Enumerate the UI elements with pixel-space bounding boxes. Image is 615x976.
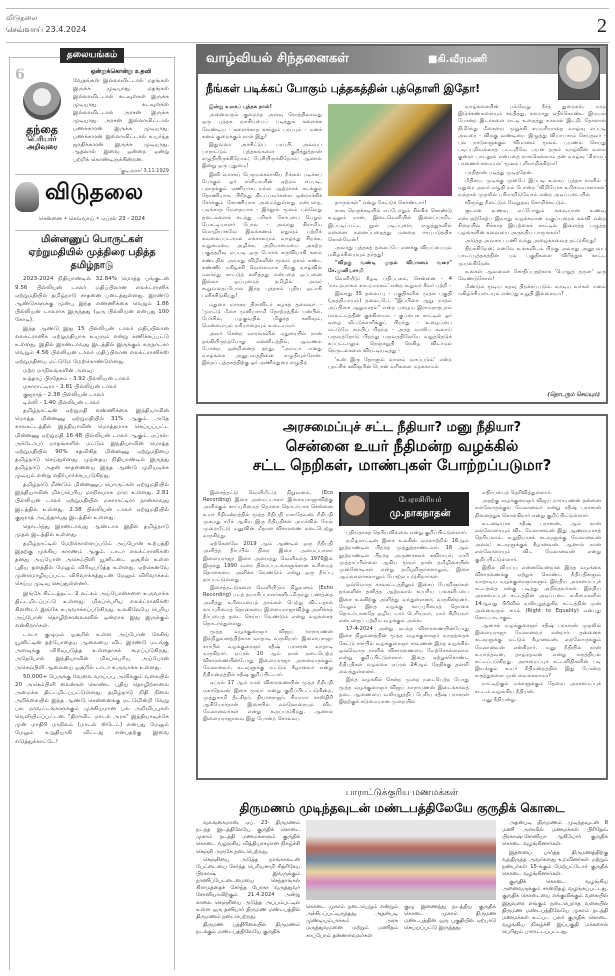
court-article-body: [203, 490, 601, 774]
paragraph: ஆனால் வழக்குரைஞர் சதீஷ் பராசரன் முதலில் இளையராஜா மேலானவர் என்றார். தன்னைக் கடவுளுக்கு மட்டும் கீழானவன், எல்லோருக்கும் மேலானவன் என்கிறார். மனு நீதியில் நான் உயர்ந்தவன், தாழ்ந்தவன் என்று கருத்தியல் கட்டப்படுகிறது. அரசமைப்புச் சட்டவிதிகளின் படி இயங்கும் உயர் நீதிமன்றத்தில் இது போன்ற கருத்துகளை முன் வைக்கலாமா?: [475, 623, 601, 680]
court-text-3: [475, 490, 601, 774]
paragraph: இவரது 35 தலைப்பு - பகுதிகளில் முதல் பகுதி (அத்தியாயம்) தலைப்பே, "இப்பிசை ஆறு மாதம் அப்பிசை ஆறுமாதம்" என்ற பழைய இராமநாதபுரம் மாவட்டத்தின் குக்கிராமம் - குப்பைக் காட்டில் ஓர் ஏழை வீட்டுக்காரிக்குப் பிறந்து - உழைப்பை மட்டுமே நம்பிப் பிறந்த - அந்த வாலிப கூலாய் பருவத்தோடு பிறந்து பருவத்திலேயே வறுத்தெடுக் கப்பட்டாலும் நெஞ்சுறுதி நெகிழ விடாமல் நெருடல்களை விரட்டியடித்து -: [328, 291, 452, 355]
issue-date: செவ்வாய் 23.4.2024: [6, 25, 87, 34]
paragraph: 17-4-2024 அன்று நடந்த விசாரணையின்போது இசை நிறுவனத்தின் மூத்த வழக்குரைஞர் வாதத்தைக் கேட்டு சார்பில் வழக்குரைஞர் சரவணன் இந்த வழக்கில் ஒவ்வொரு நாளில் விசாரணையை மேற்கொள்ளலாம் என்று குறிப்பிட்டுள்ளார். இதை ஏற்றுக்கொண்ட நீதிபதிகள் வழக்கை ஏப்ரல் 24ஆம் தேதிக்கு தள்ளி வைத்துள்ளனர்.: [339, 626, 469, 676]
headline-line3: சட்ட நெறிகள், மாண்புகள் போற்றப்படுமா?: [252, 456, 552, 475]
article-headline: திருமணம் முடிந்தவுடன் மண்டபத்திலேயே குருதிக் கொடை: [239, 800, 565, 815]
paragraph: இதுவரை அச்சிட்டுப் பரப்பி, அவ்வப் பாராட்டும் புத்தகங்களை குறித்துத்தான் எழுதியிருக்கிறோம்; பேசியிருக்கிறோம்; ஆனால் இன்று ஒரு புதுமை!: [202, 141, 322, 170]
paragraph: இன்று உலகப் புத்தக நாள்!: [209, 104, 273, 110]
masthead: [15, 180, 169, 228]
masthead-figure-icon: [15, 182, 39, 212]
paragraph: மீதியை முடிக்கு முன்பே இப்படி உலகப் புத்தக நாளில் - மதுரை அவர் எழுதி நம் போன்ற 'விறிபோக உரிமையாளர்கள்' வந்தால் முதலில் பரிமாறிடுவோம் என்ற அடிப்படையில்: [458, 177, 606, 199]
decorative-six-icon: 6: [15, 67, 25, 83]
book-release-photo: [328, 104, 452, 196]
periyar-name-line3: அறிவுரை: [26, 142, 58, 151]
paragraph: மனு நீதியன்று.: [482, 696, 517, 703]
quote-source: 'குடிஅரசு' 3.11.1929: [119, 168, 169, 175]
periyar-caption: [15, 124, 69, 151]
headline-line2: சென்னை உயர் நீதிமன்ற வழக்கில்: [285, 436, 519, 455]
paragraph: ஒவ்வொரு காலகட்டத்திலும் இசைப் பேரறிஞர்கள் தங்களின் தனித்த ஆற்றலால் உயரிய பங்களிப்பை இசை உலகிற்கு அளித்து வந்துள்ளனர்; வருகின்றனர். மேலும் இந்த வழக்கு காப்புரிமைத் தொகை தொடர்பானதே ஒழிய யார் பெரியவர், யார் சிறியவர் என்பதைப் பற்றிய வழக்கும் அல்ல.: [339, 582, 469, 625]
book-title: "விறகு வண்டி முதல் விமானம் வரை" சே.முனியசாமி: [328, 260, 452, 274]
periyar-figure: [15, 68, 69, 168]
donation-text-1: [196, 820, 300, 974]
paragraph: தமிழ்நாட்டில் மேற்கொள்ளப்படும் அய்போன் உற்பத்தி இதற்கு முக்கிய காரணம் ஆகும். டாடா எலக்ட்ரானிக்ஸ் தனது அய்போன் அசெம்பிளி யூனிட்டை ஓசூரில் உள்ள புதிய தளத்தில் மேலும் விரிவுபடுத்த உள்ளது. ஏற்கெனவே முன்மொழியப்பட்ட விரிவாக்கத்துடன் மேலும் விரிவாக்கம் செய்ய முடிவு செய்துள்ளனர்.: [15, 540, 169, 588]
donation-text-4: [502, 820, 608, 974]
paragraph: தாருங்கள்" என்று கேட்டுக் கொண்டார்!: [335, 200, 427, 206]
author-title: பேராசிரியர்: [398, 495, 442, 504]
state-item: டில்லி - 1.40 பில்லியன் டாலர்: [23, 400, 100, 407]
quote-text: வேதங்கள் இல்லாவிட்டால் மதங்கள் இருக்க முடியாது. மதங்கள் இல்லாவிட்டால் கடவுள்கள் இருக்க முடியாது. கடவுள்கள் இல்லாவிட்டால் அரசன் இருக்க முடியாது. அரசன் இல்லாவிட்டால் பணக்காரன் இருக்க முடியாது. பணக்காரன் இல்லாவிட்டால் உயர்ந்த ஜாதிக்காரன் இருக்க முடியாது. ஆதலால் இவை ஒன்றை ஒன்று பற்றிக் கொண்டிருக்கின்றன.: [73, 78, 169, 164]
editorial-label: தலையங்கம்: [60, 48, 124, 63]
state-item: குஜராத் - 2.38 பில்லியன் டாலர்: [23, 391, 105, 398]
paragraph: தமிழ்நாட்டின் ஏற்றுமதி எண்ணிக்கை இந்தியாவின் மொத்த மின்னணு ஏற்றுமதியில் 31% ஆகும். அதே காலகட்டத்தில் இந்தியாவின் மொத்தமாக செய்யப்பட்ட மின்னணு ஏற்றுமதி 16.48 பில்லியன் டாலர் ஆகும். ஏப்ரல்-அக்டோபர் மாதங்களில் மட்டும் இந்தியாவின் மொத்த ஏற்றுமதியில் 90% சதவிகித மின்னணு ஏற்றுமதியை தமிழ்நாடு செய்துள்ளது. முந்தைய நிதியாண்டில் இருந்து தமிழ்நாடு அதன் சாதனையை இந்த ஆண்டு முறியடிக்க முடியும் என்று எதிர்பார்க்கப்படுகிறது.: [15, 408, 169, 480]
column-article: [196, 44, 608, 404]
paragraph: 2023-2024 நிதியாண்டில் 32.84% மொத்த பங்குடன் 9.56 பில்லியன் டாலர் மதிப்பிலான எலக்ட்ரானிக் ஏற்றுமதியில் தமிழ்நாடு சாதனை படைத்துள்ளது. இரண்டு ஆண்டுகளுக்கு முன்பு இந்த எண்ணிக்கை வெறும் 1.86 பில்லியன் டாலராக இருந்தது (ஒரு பில்லியன் என்பது 100 கோடி).: [15, 276, 169, 323]
column-body: [202, 104, 606, 398]
header-rule: [6, 8, 609, 9]
paragraph: கால நெருக்கடியில் எப்போதும் சிக்கிக் கொண்டு உழலும் நான், இடைவெளியில் இளைப்பாறிட இப்படிப்பட்ட நூல் படிப்புகள், எழுத்துகளில் என்னை நனைப்பதைத்து மனதை ஈரப்படுத்திக் கொள்வேன்!: [328, 208, 452, 243]
masthead-title: விடுதலை: [45, 180, 144, 205]
paragraph: ஏப்ரல் 17 ஆம் நாள் விசாரணையின் மூத்த நீதிபதி மகாதேவன் இசை மூவர் என்று குறிப்பிடப்படுகின்ற, முத்துசாமி தீட்சிதர், தியாகராஜர், சியாமா சாஸ்திரி ஆகியோர்தான் இசையில் எல்லோரையும் விட மேலானவர்கள் என்று கூறப்படுகிறது. ஆனால் இளையராஜாவை இது போன்ற சொல்லப்: [203, 680, 333, 723]
paragraph: டாடா குழுமம் ஓசூரில் உள்ள அய்போன் கேசிங் யூனிட்டின் தற்போதைய ஆலையை விட இரண்டு மடங்கு அளவுக்கு விரிவுபடுத்த உள்ளதாகக் கூறப்படுகிறது. அதேபோல் இந்தியாவின் மிகப்பெரிய அய்போன் அசெம்பிளி ஆலையை ஓசூரில் டாடா உருவாக்க உள்ளது.: [15, 632, 169, 671]
states-intro: மற்ற மாநிலங்களின் அளவு:: [23, 367, 94, 374]
masthead-date: சென்னை • செவ்வாய் • ஏப்ரல் 23 - 2024: [38, 216, 146, 222]
headline-line1: அரசமைப்புச் சட்ட நீதியா? மனு நீதியா?: [282, 420, 522, 435]
paragraph: ஏற்கெனவே 2019 ஆம் ஆண்டில் ஒரு நீதிபதி அளித்த தீர்ப்பில் திரை இசை அமைப்பாளர் இளையராஜா இசை அமைத்து வெளிவந்த 1970இல் இருந்து 1990 வரை திரைப்படங்களுக்கான உரிமைத் தொகையை அளிக்க வேண்டும் என்று ஒரு தீர்ப்பு தரப்பட்டுள்ளது.: [203, 541, 333, 584]
page-number: 2: [597, 15, 607, 37]
blood-donation-photo: [306, 820, 496, 900]
paragraph: அவர் சென்ற வாரங்களில் மதுரையில் நான் தங்கியிருந்தபோது என்னிடத்தில், ஆவணம் போன்ற ஒன்றினைத் தந்து, "அய்யா எனது வாழ்க்கை அனுபவத்தினை எழுதியுள்ளேன். இந்தப் புத்தகத்திற்கு ஓர் அணிந்துரை எழுதித்: [202, 331, 322, 367]
editorial-body: [15, 275, 169, 745]
paragraph: அடுத்த அவசரப் பணி வந்து அழைக்கவைத் தட்டுகிறது!: [465, 238, 597, 245]
column-text-1: [202, 104, 322, 398]
paragraph: இனி வாசகப் பெருமக்களாகிய நீங்கள் படிக்கப் போகும் ஓர் எளியவரின் ஏற்றம் எப்படி, பலருக்கும் ஏணியாக, நல்ல ஆற்றாகக் கடக்கும் தோணியாக, பிரிந்து கிடப்பவர்களை ஒன்றாக்கிச் சேர்க்கும் கோணியாக அமைந்துள்ளது என்பதை, படிக்காத மேதையாக - இந்நூல் மூலம் பல்வேறு தடைகளைக் கடந்து பரிசுக் கோப்பை பெறும் போட்டியாளர் போல - அவரது கிராமிய மொழியாகவே இலக்கணம் எதுவும் பற்றிக் கவலைப்படாமல் எக்காலமும் வாழ்ந்து சிறக்க, வறுமையை அழிக்க, அறியாமையை அகற்ற பகுத்தறிவு எப்படி ஒரு போர்க் கருவியாகி களம் கண்டதில் அவரது விழிகளின் மூலம் தளம் கண்ட கண்ணீர் மகிழ்ச்சி வெள்ளமாக பிறகு வாழ்வில் மலர்ந்து காட்டுத் களித்தது என்பதை ஒப்பனை இல்லா ஒப்புமைத் தமிழில் அவர் கூறுவதைப்போல இந்த புத்தகம் புதிய ஒடாகி பளிச்சிடுகிறது!: [202, 171, 322, 300]
column-banner-author: ■கி.வீரமணி: [428, 54, 488, 65]
paragraph: தமிழ்நாட்டின் இசை உலகின் வரலாற்றில் 16ஆம் நூற்றாண்டில் பிறந்த முத்துத்தாண்டவர், 18 ஆம் நூற்றாண்டில் பிறந்த அருணாசலக் கவிராயர், மாரி முத்தாப்பிள்ளை ஆகிய மூவர் தான் தமிழிசையின் முன்னோடிகள் என்று தமிழறிஞர்களாலும், இசை ஆய்வாளர்களாலும் போற்றப்படுகிறார்கள்.: [339, 538, 469, 581]
paragraph: திறக்கிறேன்; எனவே உங்களிடம் பிறகு அவரது அனுபவப் பாடப்புத்தகத்தின் பல பகுதிகளை விரித்துக் காட்ட முயல்கிறேன்.: [458, 246, 606, 267]
paragraph: எதிர்ப்பைத் தெரிவித்துள்ளார்.: [482, 490, 553, 496]
column-text-3: [458, 104, 606, 386]
paragraph: வெளியீடு: கீழடி பதிப்பகம், சென்னை - 4 'நாடறமாகம் காடறமாகம்' என்ற கூறுவர் சீவர் பற்றி -: [328, 275, 452, 289]
page-header: [6, 11, 609, 43]
court-article-headline: [198, 420, 606, 476]
editorial-headline: மின்னணுப் பொருட்கள் ஏற்றுமதியில் முத்திரை பதித்த தமிழ்நாடு: [15, 230, 169, 272]
court-text-1: [203, 490, 333, 774]
paragraph: இசைத்தட்டுகளை வெளியிடும் நிறுவனம் (Echo Recording) படத் தயாரிப்பாளர்களிடமிருந்து பணத்தை அளித்து உரிமையைத் தாங்கள் பெற்று விட்டதால் காப்புரிமைத் தொகையை இளையராஜாவிற்கு அளிக்கத் தீர்ப்பைத் தடை செய்ய வேண்டும் என்று வழக்கைத் தொடர்ந்துள்ளது.: [203, 585, 333, 628]
paragraph: புதியதாகத் தெரியவில்லை என்று குறிப்பிட்டுள்ளார்.: [346, 530, 468, 536]
paragraph: வலங்கைமான், ஏப். 23- திருமணம் நடந்த இடத்திலேயே குருதிக் கொடை முகாம் நடத்தி மணமக்களும் குருதிக் கொடை வழங்கிய வித்தியாசமான நிகழ்ச்சி செஞ்சி அருகே நடைபெற்றது.: [196, 820, 300, 855]
paragraph: இதனைப் பார்த்த திருமணத்திற்கு வந்திருந்த அவர்களது உறவினர்கள் மற்றும் நண்பர்கள் 15-க்கும் மேற்பட்டோர் குருதிக் கொடை வழங்கினார்கள்.: [502, 849, 608, 877]
author-name: மு.நாகநாதன்: [389, 508, 451, 519]
state-item: உத்தரப் பிரதேசம் - 3.92 பில்லியன் டாலர்: [23, 375, 130, 382]
paragraph: நாட்டிற்கும் மக்களுக்கும் தேவை அரசமைப்புச் சட்டம் வழங்கிய நீதியன்.: [475, 681, 601, 695]
column-banner: [198, 46, 606, 74]
paragraph: தமிழ்நாடு மீண்டும் மின்னணுப் பொருட்கள் ஏற்றுமதியில் இந்தியாவின் மிகப்பெரிய மாநிலமாக மாற உள்ளது. 2.81 பில்லியன் டாலர் ஏற்றுமதியில் மகாராட்டிரா நான்காவது இடத்தில் உள்ளது. 2.38 பில்லியன் டாலர் ஏற்றுமதியில் குஜராத் அய்ந்தாவது இடத்தில் உள்ளது.: [15, 482, 169, 521]
blood-donation-body: [196, 820, 608, 974]
periyar-portrait: [23, 82, 61, 120]
paragraph: அதன்படி திருமணம் முடிந்தவுடன் 8 மணி அளவில் மணமக்கள் பிரிதேவ் பிரகாஷ்-சோனியா ஆகியோர் குருதிக் கொடை வழங்கினார்கள்.: [502, 820, 608, 848]
donation-text-3: குழு இணைந்து நடத்திய குருதிக் கொடை முகாம் திருமண மண்டபத்தின் ஒரு பகுதியில் ஏற்பாடு செய்யப்பட்டு இருந்தது.: [404, 904, 496, 932]
blood-donation-article: [196, 788, 608, 974]
paragraph: இசைத்தட்டு வெளியீட்டு நிறுவனம், (Eco Recording) இசை அமைப்பாளர் இளையராஜாவிற்கு அளிக்கும் காப்புரிமைத் தொகை தொடர்பாக சென்னை உயர் நீதிமன்றத்தில் மூத்த நீதிபதி மகாதேவன், நீதிபதி முகமது சபீக் ஆகிய இரு நீதிபதிகள் அமர்வில் மேல் முறையீட்டு மனுவின் மீதான விசாரணை நடைபெற்று வருகிறது.: [203, 490, 333, 540]
paragraph: அவரது புத்தகத் தலைப்பே எனக்கு வியப்பையும் மகிழ்ச்சியையும் தந்தது!: [328, 245, 452, 259]
column-headline: நீங்கள் படிக்கப் போகும் புத்தகத்தின் புத்தொளி இதோ!: [206, 82, 481, 95]
article-kicker: பாராட்டுக்குரிய மணமக்கள்: [345, 788, 459, 798]
paragraph: பாதிதான் படித்து முடித்தேன்.: [465, 169, 534, 176]
paragraph: அதற்கு வழக்குரைஞர் விஜய் நாராயணன் தன்னை எல்லோருக்கும் மேலானவர் என்று சதீஷ் பராசரன் நினைத்துக் கொள்கிறார் என்று குறிப்பிட்டுள்ளார்.: [475, 498, 601, 519]
paragraph: உடனடியாக சதீஷ் பராசரன், ஆம் நான் எல்லோரையும் விட மேலானவன் இது ஆணவமாகத் தெரியலாம். உறுதியாகக் கடவுளுக்கு மேலானவன் அல்ல; கடவுளுக்குக் கீழானவன். ஆனால் நான் எல்லோரையும் விட மேலானவன் என்று குறிப்பிட்டுள்ளார்.: [475, 520, 601, 563]
paragraph: 50,000+ பேருக்கு வேலை வாய்ப்பு அளிக்கும் வகையில் 20 அசெம்பிளி லைன்கள் கொண்ட புதிய தொழிற்சாலை அமைக்க திட்டமிடப்பட்டுள்ளது. தமிழ்நாடு நிதி நிலை அறிக்கையில் இந்த ஆண்டு சென்னைக்கு மட்டுமின்றி வேறு பல மாவட்டங்களுக்கும் முக்கியமான பல அறிவிப்புகள் வெளியிடப்பட்டன. "திராவிட மாடல் அரசு" இந்தியாவுக்கே முன் மாதிரி மாநிலம் (மாடல் ஸ்டேட்) என்பது மேலும் மேலும் உறுதியாகி விட்டது என்பதற்கு இவை எடுத்துக்காட்டே!: [15, 673, 169, 745]
paper-name: விடுதலை: [6, 14, 38, 22]
author-byline: [339, 492, 469, 526]
paragraph: இந்த ஆண்டு இது 15 பில்லியன் டாலர் மதிப்பிலான எலக்ட்ரானிக் ஏற்றுமதியாக உயரும் என்று கணிக்கப்பட்டு உள்ளது. இதில் இரண்டாவது இடத்தில் இருக்கும் கருநாடகா வெறும் 4.56 பில்லியன் டாலர் மதிப்பிலான எலக்ட்ரானிக்ஸ் ஏற்றுமதியை மட்டுமே மேற்கொண்டுள்ளது.: [15, 326, 169, 365]
paragraph: செஞ்சியை அடுத்த நாங்காலடன் பேட்டையை சேர்ந்த பெரியசாமி சித்ரிசேய பிரகாஷ் இவருக்கும் நாணிப்பேட்டைமையை செந்தாங்கல் கிராமத்தைச் சேர்ந்த போகா வருத்துவர் சோனியாவிற்கும் 21.4.2024 அன்று காலை செஞ்சியை அடுத்த அப்பம்பட்டில் உள்ள ஒரு தனியார் திருமண மண்டபத்தில் திருமணம் நடைபெற்றது.: [196, 856, 300, 920]
editorial-box: [9, 57, 175, 970]
continued-note: (தொடரும் செய்யும்): [543, 392, 600, 399]
column-banner-title: வாழ்வியல் சிந்தனைகள்: [206, 51, 349, 66]
periyar-name-line2: பெரியார்: [27, 135, 57, 144]
periyar-name-line1: தந்தை: [26, 123, 58, 136]
state-item: மகாராட்டிரா - 2.81 பில்லியன் டாலர்: [23, 383, 117, 390]
paragraph: இங்கே கிட்டத்தட்ட 2 லட்சம் அய்போன்களை உருவாக்க திட்டமிடப்பட்டு உள்ளது. மிகப்பெரிய எலக்ட்ரானிக்ஸ் கிளஸ்டர் இங்கே உருவாக்கப்படுகிறது. உலகிலேயே பெரிய அய்போன் தொழிற்சாலைகளில் ஒன்றாக இது இருக்கும் என்கிறார்கள்.: [15, 590, 169, 630]
court-article: [196, 414, 608, 780]
right-section: [196, 44, 608, 780]
author-photo: [341, 492, 369, 526]
paragraph: இந்த வழக்கில் சென்ற முறை நடைபெற்ற போது மூத்த வழக்குரைஞர் விஜய் நாராயணன் இடைக்காலத் தடை ஆணையை வலியுறுத்திப் பேசிய சதீஷ் பராசரன் இதற்குக் கடுமையான முறையில்: [339, 677, 469, 705]
paragraph: வாழ்க்கையின் பல்வேறு நீர்த் துறைகள், மாற இடுக்கண்களையும் சந்தித்து, நலமாது எதிர்கொண்ட இமயம் போன்ற இடர்களை எட்டி உதைத்து காலால் இடறி, தோளால் நிமிர்ந்து மீசையை முறுக்கி சுயமரியாதை வாழ்வு எப்படி அவரை - விறகு வண்டியை இழுத்து வியாபாரம் செய்தவர் - பல நாடுகளுக்கும் விமானம் மூலம் பயணம் செய்து படிப்பறிவல்லாத பட்டறிவே பயன் தரும் வாழ்வின் வளம் குன்றா பாடநூல் என்பதை நாங்கெல்லாம் தன் வாழ்வு 'கிராமப் பாணைச் சமையல்' மூலம் பரிமாறிக்கிறார்!: [458, 104, 606, 168]
court-text-2: [339, 530, 469, 774]
paragraph: திருமண பத்திரிகையில் திருமணம் நடக்கும் மண்டபத்திலேயே குருதிக்: [196, 921, 300, 936]
author-portrait: [558, 48, 600, 100]
donation-text-2: கொடை முகாம் நடைபெறும் என்றும் அச்சிடப்பட்டிருந்தது. அதன்படி முண்டியம்பாக்கம் அரசு மருத்துவமனை மற்றும் மணிதம் காப்போம் தன்னார்வலர்கள்: [306, 904, 398, 939]
paragraph: மூத்த வழக்குரைஞர் விஜய் நாராயணன் இந்நிறுவனத்திற்காக வாதாடி வருகிறார். இளையராஜா சார்பில் வழக்குரைஞர் சதீஷ் பராசரன் வாதாடி வருகிறார். ஏப்ரல் 10 ஆம் நாள் நடைபெற்ற விசாரணையின்போது இளையராஜா அனைவருக்கும் மேலானவர், கடவுளுக்கு மட்டும் கீழானவர் என்று நீதிமன்றத்தில் சதீஷ் குறிப்பிட்டார்.: [203, 629, 333, 679]
paragraph: உங்கள் ஆவலைச் சோதிப்பதற்காக 'பொறுத் தருள' ஒரு வேண்டுகோள்!: [458, 268, 606, 282]
column-text-2: [328, 200, 452, 398]
paragraph: விருந்து நீளட்டும் வேறுதவு கொறிக்கட்டும்.: [465, 200, 567, 207]
paragraph: குருதிக் கொடை வழங்கிய அனைவருக்கும் சான்றிதழ் வழங்கப்பட்டது. குருதிக் கொடையை எக்குவிக்கும் வகையில் இதுவரை எங்கும் நடைபெறாத வகையில் திருமண மண்டபத்திலேயே முகாம் நடத்தி மணமக்கள் உட்பட பலர் குருதிக் கொடை வழங்கிய நிகழ்ச்சி இப்பகுதி மக்களால் பெரிதும் பாராட்டப்பட்டது.: [502, 879, 608, 936]
periyar-quote-block: [15, 67, 169, 175]
paragraph: தொடர்ந்து இரண்டாவது ஆண்டாக இதில் தமிழ்நாடு முதல் இடத்தில் உள்ளது.: [15, 523, 169, 538]
paragraph: சூடான உணவு எப்போதும் சுவையான உணவு என்பதற்கேற்ப இவரது வழக்கமான வகுப்பறைக் கல்வி என்ற சிறையில் சிக்காத இயற்கைக் காட்டில் இளைத்த பழுத்த பழங்களின் சுவையை அருந்திப் பாருங்கள்!: [458, 208, 606, 236]
periyar-quote: [73, 68, 169, 174]
paragraph: 'உன் இரு தோளும் வாளம் வசப்படும்' என்ற புரட்சிக் கவிஞரின் பொன் வரிகளை மறக்காமல்: [328, 356, 452, 370]
paragraph: மதுரை மாநகர திராவிடர் கழகத் தலைவர் - 'முரட்டு மீசை முனியசாமி தோற்றத்தில் பன்பில், பேச்சில், பழகுவதில் மிகுந்த கனிவும், மென்மையும் மரியாதையும் உடையவர்.: [202, 301, 322, 330]
quote-title: ஒன்றுக்கொன்று உதவி: [90, 68, 152, 75]
paragraph: அனைவரும் குறைந்த அளவு நேரத்திலாவது ஒரு புத்தக வாசிப்பைப் படித்துக் களைக்க வேண்டிய - களைக்காத கசந்தும் பரப்பும் - மனக் கனம் குறைக்கும் நாள் இது!: [202, 112, 322, 140]
paragraph: இதில் வியப்பு என்னவென்றால் இந்த வழக்கை விசாரணைக்கு ஏற்றுக் கொண்ட நீதிபதிகளும் வாதாடிய வழக்குரைஞர்களும் இந்திய அரசமைப்புச் சட்டத்தை நன்கு படித்து அறிந்தவர்கள். இந்திய அரசமைப்புச் சட்டத்தின் அடிப்படை உரிமைகளில் 14ஆவது பிரிவில் வலியுறுத்துகிற சட்டத்தின் முன் அனைவரும் சமம் (Right to Equality) என்பது கோட்பாடாகும்.: [475, 564, 601, 621]
paragraph: மீண்டும் மூடிய கதவு திறக்கப்படும். வாடிய வர்கள் மனம் மகிழ்ச்சியடையும் என்பது உறுதி இல்லையா?: [458, 284, 606, 298]
editorial-column: [9, 48, 175, 970]
